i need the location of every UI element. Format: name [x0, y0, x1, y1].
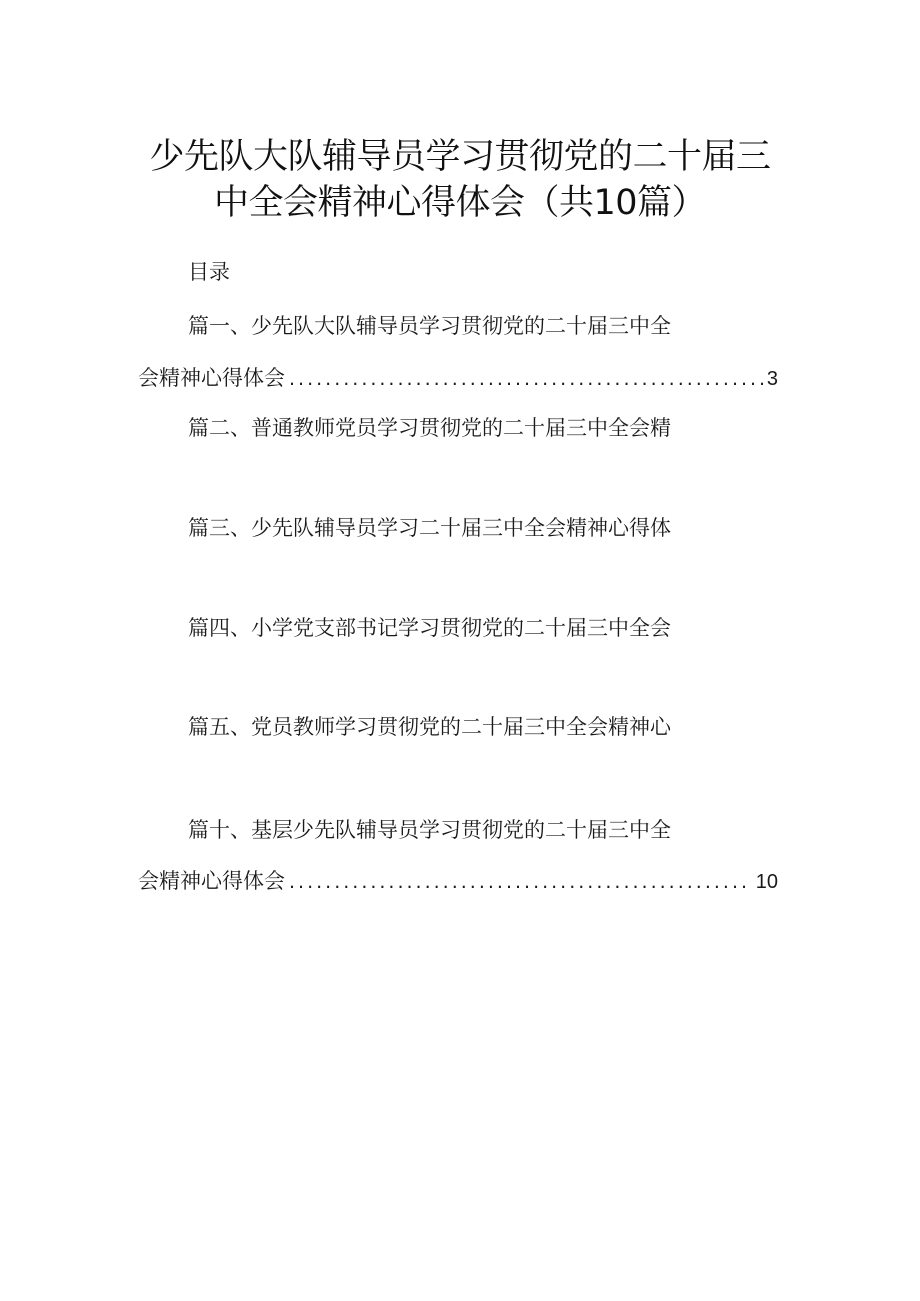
toc-entry-4[interactable]: 篇四、小学党支部书记学习贯彻党的二十届三中全会	[188, 616, 671, 640]
toc-entry-6-page-number: 10	[755, 871, 778, 893]
toc-entry-1-line-2: 会精神心得体会	[138, 366, 285, 390]
dot-leader	[289, 365, 763, 393]
toc-heading: 目录	[188, 260, 230, 284]
document-title-line-1: 少先队大队辅导员学习贯彻党的二十届三	[149, 137, 771, 177]
toc-entry-1-page-number: 3	[766, 368, 778, 390]
toc-entry-6-continuation[interactable]	[138, 867, 778, 896]
toc-entry-2[interactable]: 篇二、普通教师党员学习贯彻党的二十届三中全会精	[188, 416, 671, 440]
toc-entry-3[interactable]: 篇三、少先队辅导员学习二十届三中全会精神心得体	[188, 516, 671, 540]
toc-entry-1-continuation[interactable]	[138, 364, 778, 393]
toc-entry-6-line-2: 会精神心得体会	[138, 869, 285, 893]
document-title-line-2: 中全会精神心得体会（共10篇）	[213, 183, 707, 223]
toc-entry-1[interactable]: 篇一、少先队大队辅导员学习贯彻党的二十届三中全	[188, 314, 671, 338]
toc-entry-5[interactable]: 篇五、党员教师学习贯彻党的二十届三中全会精神心	[188, 715, 671, 739]
toc-entry-6[interactable]: 篇十、基层少先队辅导员学习贯彻党的二十届三中全	[188, 818, 671, 842]
dot-leader	[289, 868, 752, 896]
